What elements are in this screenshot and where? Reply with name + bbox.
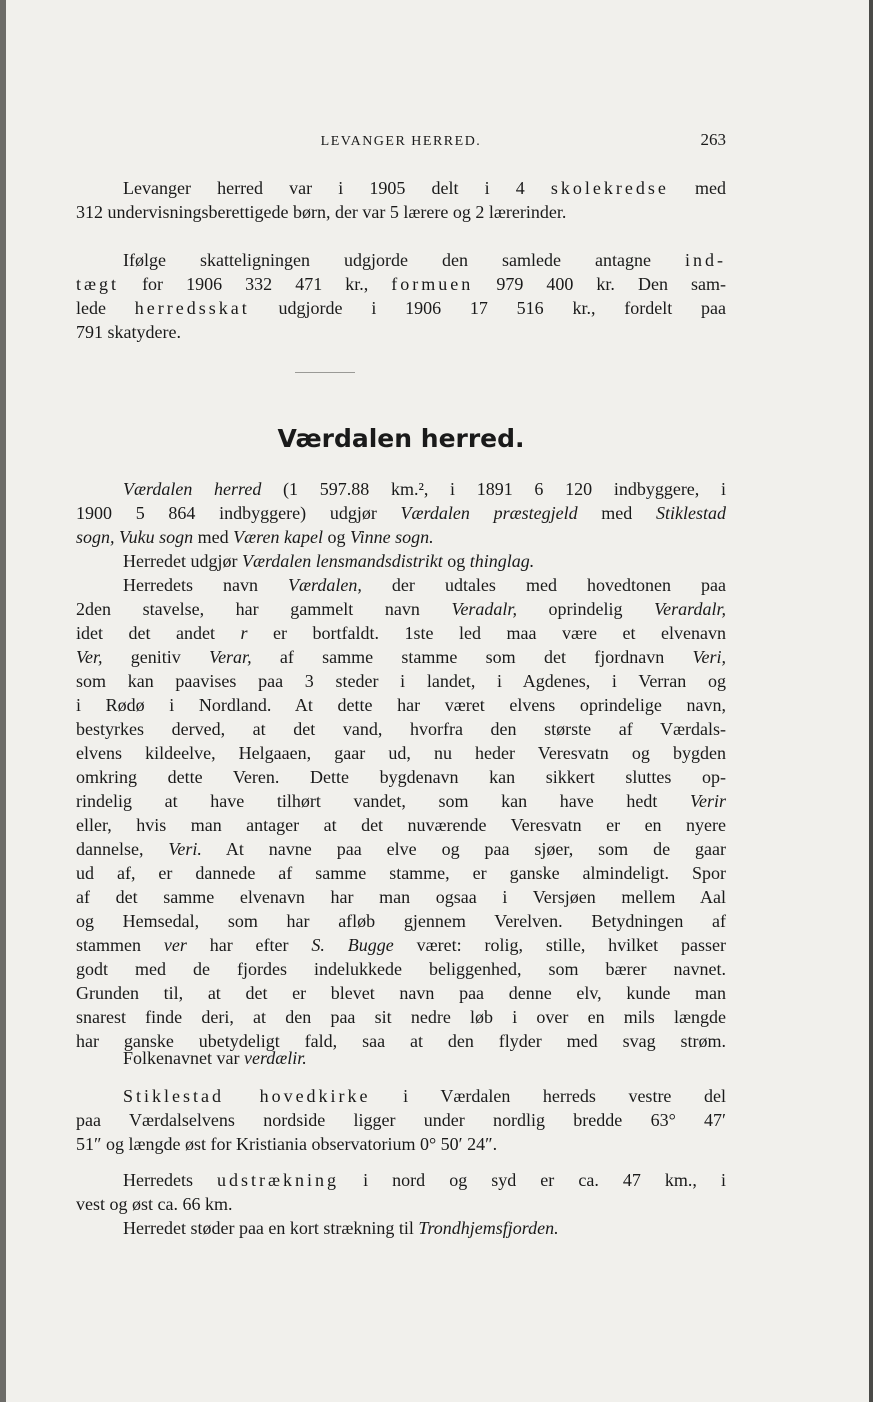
- text-line: bestyrkes derved, at det vand, hvorfra den største af Værdals-: [76, 719, 726, 739]
- text-line: har ganske ubetydeligt fald, saa at den flyder med svag strøm.: [76, 1031, 726, 1051]
- text-run: genitiv: [102, 647, 210, 667]
- text-line: snarest finde deri, at den paa sit nedre løb i over en mils længde: [76, 1007, 726, 1027]
- italic-term: Værdalen præstegjeld: [400, 503, 578, 523]
- text-run: i Værdalen herreds vestre del: [370, 1086, 726, 1106]
- section-heading: Værdalen herred.: [277, 424, 525, 453]
- text-run: med: [577, 503, 656, 523]
- text-line: paa Værdalselvens nordside ligger under nordlig bredde 63° 47′: [76, 1110, 726, 1130]
- text-run: er bortfaldt. 1ste led maa være et elvenavn: [247, 623, 726, 643]
- italic-term: verdælir.: [243, 1048, 307, 1068]
- italic-term: Værdalen,: [288, 575, 362, 595]
- italic-term: Verir: [690, 791, 726, 811]
- text-run: (1 597.88 km.², i 1891 6 120 indbyggere, i: [261, 479, 726, 499]
- italic-term: Verar,: [209, 647, 252, 667]
- section-divider: [295, 372, 355, 373]
- page-edge-shadow-right: [869, 0, 873, 1402]
- italic-term: Ver,: [76, 647, 103, 667]
- text-line: som kan paavises paa 3 steder i landet, i Agdenes, i Verran og: [76, 671, 726, 691]
- name-etymology-paragraph: [76, 573, 726, 1053]
- text-run: der udtales med hovedtonen paa: [361, 575, 727, 595]
- text-run: dannelse,: [76, 839, 169, 859]
- page-edge-shadow-left: [0, 0, 6, 1402]
- spaced-term-udstraekning: udstrækning: [217, 1170, 340, 1190]
- italic-term: Væren kapel: [233, 527, 323, 547]
- text-run: Levanger herred var i 1905 delt i 4: [123, 178, 525, 198]
- extent-paragraph: [76, 1168, 726, 1216]
- page-header: [76, 130, 726, 154]
- text-run: lede: [76, 298, 106, 318]
- text-line: 312 undervisningsberettigede børn, der var 5 lærere og 2 lærerinder.: [76, 202, 567, 222]
- text-line: eller, hvis man antager at det nuværende Veresvatn er en nyere: [76, 815, 726, 835]
- spaced-term-skolekredse: skolekredse: [550, 178, 669, 198]
- italic-term: Veri,: [692, 647, 726, 667]
- text-run: og: [322, 527, 350, 547]
- text-run: idet det andet: [76, 623, 241, 643]
- text-run: 2den stavelse, har gammelt navn: [76, 599, 452, 619]
- church-location-paragraph: [76, 1084, 726, 1156]
- text-run: 979 400 kr. Den sam-: [496, 274, 726, 294]
- italic-term: sogn, Vuku sogn: [76, 527, 194, 547]
- text-line: omkring dette Veren. Dette bygdenavn kan sikkert sluttes op-: [76, 767, 726, 787]
- italic-term: Verardalr,: [654, 599, 726, 619]
- italic-term: Vinne sogn.: [349, 527, 434, 547]
- text-run: oprindelig: [516, 599, 655, 619]
- spaced-term-church: Stiklestad hovedkirke: [123, 1086, 371, 1106]
- text-run: med: [193, 527, 234, 547]
- text-run: været: rolig, stille, hvilket passer: [393, 935, 727, 955]
- text-line: i Rødø i Nordland. At dette har været elvens oprindelige navn,: [76, 695, 726, 715]
- text-run: Herredet støder paa en kort strækning til: [123, 1218, 419, 1238]
- text-run: Ifølge skatteligningen udgjorde den samlede antagne: [123, 250, 651, 270]
- intro-paragraph: [76, 477, 726, 549]
- text-line: 791 skatydere.: [76, 322, 181, 342]
- italic-term: Trondhjemsfjorden.: [418, 1218, 559, 1238]
- running-title: LEVANGER HERRED.: [320, 134, 482, 149]
- spaced-term-taegt: tægt: [76, 274, 120, 294]
- spaced-term-herredsskat: herredsskat: [134, 298, 250, 318]
- italic-term: Veri.: [168, 839, 202, 859]
- folk-name-paragraph: [76, 1046, 726, 1070]
- text-run: 1900 5 864 indbyggere) udgjør: [76, 503, 401, 523]
- italic-term: ver: [163, 935, 187, 955]
- text-run: i nord og syd er ca. 47 km., i: [339, 1170, 726, 1190]
- text-line: og Hemsedal, som har afløb gjennem Verelven. Betydningen af: [76, 911, 726, 931]
- text-run: Herredets navn: [123, 575, 289, 595]
- text-run: stammen: [76, 935, 164, 955]
- text-run: Herredet udgjør: [123, 551, 242, 571]
- italic-term: Stiklestad: [656, 503, 726, 523]
- text-line: elvens kildeelve, Helgaaen, gaar ud, nu heder Veresvatn og bygden: [76, 743, 726, 763]
- text-run: med: [695, 178, 726, 198]
- text-run: og: [442, 551, 470, 571]
- text-run: rindelig at have tilhørt vandet, som kan have hedt: [76, 791, 690, 811]
- text-line: 51″ og længde øst for Kristiania observatorium 0° 50′ 24″.: [76, 1134, 498, 1154]
- text-run: af samme stamme som det fjordnavn: [251, 647, 693, 667]
- italic-term: r: [240, 623, 248, 643]
- italic-term: Veradalr,: [451, 599, 517, 619]
- tax-paragraph: [76, 248, 726, 344]
- text-line: godt med de fjordes indelukkede beliggenhed, som bærer navnet.: [76, 959, 726, 979]
- page-number: 263: [700, 130, 726, 149]
- district-paragraph: [76, 549, 726, 573]
- border-paragraph: [76, 1216, 726, 1240]
- text-line: ud af, er dannede af samme stamme, er ganske almindeligt. Spor: [76, 863, 726, 883]
- spaced-term-indtaegt: ind-: [685, 250, 727, 270]
- text-run: udgjorde i 1906 17 516 kr., fordelt paa: [278, 298, 727, 318]
- text-run: Herredets: [123, 1170, 218, 1190]
- italic-term: S. Bugge: [311, 935, 394, 955]
- text-line: Grunden til, at det er blevet navn paa denne elv, kunde man: [76, 983, 726, 1003]
- italic-term: thinglag.: [469, 551, 535, 571]
- spaced-term-formuen: formuen: [391, 274, 474, 294]
- school-districts-paragraph: [76, 176, 726, 224]
- text-run: Folkenavnet var: [123, 1048, 244, 1068]
- text-run: har efter: [186, 935, 312, 955]
- text-line: vest og øst ca. 66 km.: [76, 1194, 233, 1214]
- text-run: for 1906 332 471 kr.,: [142, 274, 369, 294]
- italic-term: Værdalen lensmandsdistrikt: [241, 551, 443, 571]
- italic-term: Værdalen herred: [123, 479, 262, 499]
- text-run: At navne paa elve og paa sjøer, som de gaar: [201, 839, 726, 859]
- text-line: af det samme elvenavn har man ogsaa i Versjøen mellem Aal: [76, 887, 726, 907]
